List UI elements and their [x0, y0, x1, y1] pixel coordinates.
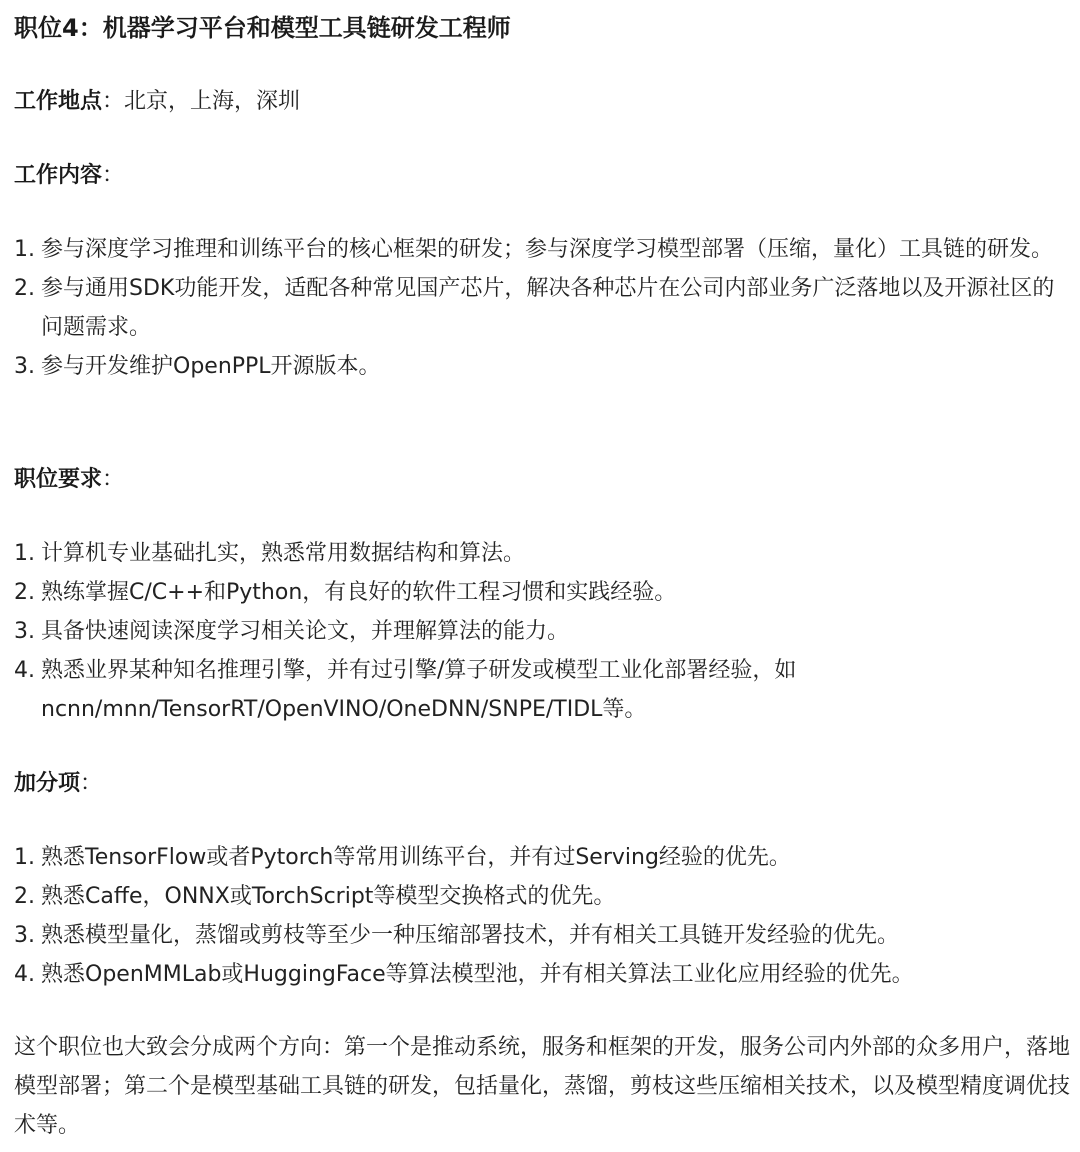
- list-number: 2.: [14, 580, 35, 605]
- list-item: [14, 838, 1072, 877]
- bonus-sep: ：: [80, 771, 103, 796]
- page-title: 职位4：机器学习平台和模型工具链研发工程师: [14, 14, 511, 42]
- list-text: 计算机专业基础扎实，熟悉常用数据结构和算法。: [41, 541, 526, 566]
- requirements-heading: [14, 460, 124, 500]
- list-text: 参与深度学习推理和训练平台的核心框架的研发；参与深度学习模型部署（压缩，量化）工具链的研发。: [41, 237, 1054, 262]
- list-item: [14, 347, 1072, 386]
- bonus-list: [14, 838, 1072, 994]
- list-text: 具备快速阅读深度学习相关论文，并理解算法的能力。: [41, 619, 570, 644]
- location-value: 北京，上海，深圳: [124, 89, 301, 114]
- location-label: 工作地点: [14, 89, 103, 114]
- list-number: 1.: [14, 237, 35, 262]
- list-number: 1.: [14, 845, 35, 870]
- list-number: 4.: [14, 962, 35, 987]
- summary-paragraph: 这个职位也大致会分成两个方向：第一个是推动系统，服务和框架的开发，服务公司内外部的众多用户，落地模型部署；第二个是模型基础工具链的研发，包括量化，蒸馏，剪枝这些压缩相关技术，以及模型精度调优技术等。: [14, 1035, 1071, 1138]
- list-item: [14, 573, 1072, 612]
- bonus-label: 加分项: [14, 771, 81, 796]
- list-number: 3.: [14, 619, 35, 644]
- list-item: [14, 534, 1072, 573]
- location-line: [14, 82, 300, 122]
- requirements-list: [14, 534, 1072, 729]
- bonus-heading: [14, 764, 102, 804]
- list-text: 熟悉业界某种知名推理引擎，并有过引擎/算子研发或模型工业化部署经验，如ncnn/mnn/TensorRT/OpenVINO/OneDNN/SNPE/TIDL等。: [41, 658, 797, 722]
- list-item: [14, 651, 1072, 729]
- list-number: 2.: [14, 276, 35, 301]
- list-item: [14, 955, 1072, 994]
- list-item: [14, 230, 1072, 269]
- requirements-label: 职位要求: [14, 467, 103, 492]
- list-item: [14, 877, 1072, 916]
- list-text: 熟悉OpenMMLab或HuggingFace等算法模型池，并有相关算法工业化应用经验的优先。: [41, 962, 914, 987]
- list-text: 熟练掌握C/C++和Python，有良好的软件工程习惯和实践经验。: [41, 580, 677, 605]
- list-text: 熟悉TensorFlow或者Pytorch等常用训练平台，并有过Serving经验的优先。: [41, 845, 791, 870]
- list-number: 3.: [14, 354, 35, 379]
- list-item: [14, 612, 1072, 651]
- work-content-list: [14, 230, 1072, 386]
- list-text: 熟悉模型量化，蒸馏或剪枝等至少一种压缩部署技术，并有相关工具链开发经验的优先。: [41, 923, 900, 948]
- location-sep: ：: [102, 89, 125, 114]
- list-number: 1.: [14, 541, 35, 566]
- list-item: [14, 269, 1072, 347]
- work-content-sep: ：: [102, 163, 125, 188]
- list-text: 参与通用SDK功能开发，适配各种常见国产芯片，解决各种芯片在公司内部业务广泛落地以及开源社区的问题需求。: [41, 276, 1055, 340]
- list-number: 4.: [14, 658, 35, 683]
- requirements-sep: ：: [102, 467, 125, 492]
- list-text: 参与开发维护OpenPPL开源版本。: [41, 354, 381, 379]
- list-number: 2.: [14, 884, 35, 909]
- list-item: [14, 916, 1072, 955]
- work-content-label: 工作内容: [14, 163, 103, 188]
- list-text: 熟悉Caffe，ONNX或TorchScript等模型交换格式的优先。: [41, 884, 616, 909]
- work-content-heading: [14, 156, 124, 196]
- list-number: 3.: [14, 923, 35, 948]
